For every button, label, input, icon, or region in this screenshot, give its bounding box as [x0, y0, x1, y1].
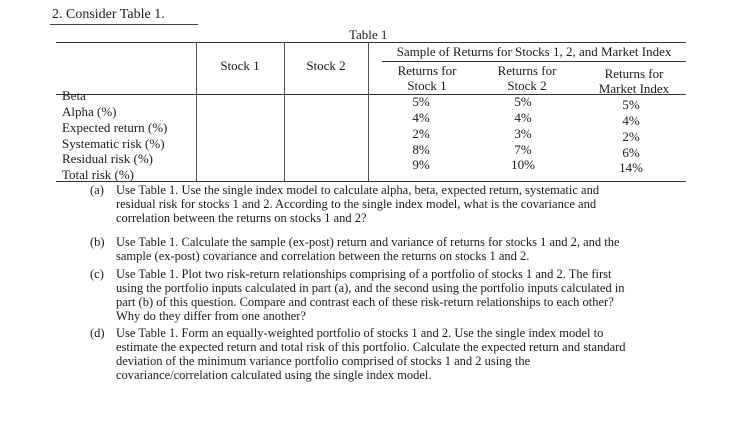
return-market-obs-3: 2% [622, 129, 640, 144]
return-stock-1-obs-1: 5% [412, 94, 430, 109]
part-d-line: estimate the expected return and total risk of this portfolio. Calculate the expected return and standard [116, 340, 626, 354]
subheader-returns-stock-2-line2: Stock 2 [507, 78, 547, 93]
return-stock-2-obs-4: 7% [514, 142, 532, 157]
part-d-line: covariance/correlation calculated using the single index model. [116, 368, 432, 382]
subheader-returns-market-line2: Market Index [598, 81, 670, 96]
part-c-line: Use Table 1. Plot two risk-return relationships comprising of a portfolio of stocks 1 and 2. The first [116, 267, 612, 281]
row-label-expected-return: Expected return (%) [62, 120, 168, 135]
title-underline [50, 24, 198, 25]
row-label-residual-risk: Residual risk (%) [62, 151, 153, 166]
part-a-line: Use Table 1. Use the single index model to calculate alpha, beta, expected return, systematic and [116, 183, 600, 197]
part-b-label: (b) [90, 235, 105, 249]
return-market-obs-1: 5% [622, 97, 640, 112]
return-market-obs-2: 4% [622, 113, 640, 128]
part-b-text [116, 235, 620, 263]
return-market-obs-5: 14% [619, 160, 643, 175]
return-stock-1-obs-4: 8% [412, 142, 430, 157]
table-top-rule [56, 42, 686, 43]
col-divider-3 [368, 42, 369, 181]
part-c-text [116, 267, 625, 323]
subheader-returns-stock-2 [482, 63, 572, 93]
sample-header-rule [382, 61, 686, 62]
header-stock-2: Stock 2 [306, 58, 346, 73]
subheader-returns-stock-1-line1: Returns for [397, 63, 457, 78]
part-d-line: deviation of the minimum variance portfolio comprised of stocks 1 and 2 using the [116, 354, 531, 368]
return-stock-2-obs-3: 3% [514, 126, 532, 141]
part-c-line: using the portfolio inputs calculated in part (a), and the second using the portfolio inputs calculated in [116, 281, 625, 295]
subheader-returns-stock-1 [382, 63, 472, 93]
part-c-label: (c) [90, 267, 104, 281]
subheader-returns-stock-1-line2: Stock 1 [407, 78, 447, 93]
part-d-text [116, 326, 626, 382]
row-label-beta: Beta [62, 88, 86, 103]
part-b-line: Use Table 1. Calculate the sample (ex-post) return and variance of returns for stocks 1 and 2, and the [116, 235, 620, 249]
col-divider-2 [284, 42, 285, 181]
row-label-systematic-risk: Systematic risk (%) [62, 136, 165, 151]
part-d-line: Use Table 1. Form an equally-weighted portfolio of stocks 1 and 2. Use the single index model to [116, 326, 604, 340]
part-d-label: (d) [90, 326, 105, 340]
return-stock-1-obs-5: 9% [412, 157, 430, 172]
part-a-line: residual risk for stocks 1 and 2. According to the single index model, what is the covariance and [116, 197, 597, 211]
subheader-returns-stock-2-line1: Returns for [497, 63, 557, 78]
part-a-line: correlation between the returns on stocks 1 and 2? [116, 211, 367, 225]
subheader-returns-market-index [584, 66, 684, 96]
part-c-line: Why do they differ from one another? [116, 309, 306, 323]
return-stock-2-obs-1: 5% [514, 94, 532, 109]
return-stock-1-obs-2: 4% [412, 110, 430, 125]
return-stock-2-obs-5: 10% [511, 157, 535, 172]
subheader-returns-market-line1: Returns for [604, 66, 664, 81]
return-market-obs-4: 6% [622, 145, 640, 160]
header-sample-returns: Sample of Returns for Stocks 1, 2, and Market Index [396, 44, 672, 59]
part-a-text [116, 183, 599, 225]
return-stock-2-obs-2: 4% [514, 110, 532, 125]
table-caption: Table 1 [349, 27, 388, 42]
part-b-line: sample (ex-post) covariance and correlation between the returns on stocks 1 and 2. [116, 249, 530, 263]
part-a-label: (a) [90, 183, 104, 197]
question-title: 2. Consider Table 1. [52, 7, 165, 22]
header-stock-1: Stock 1 [220, 58, 260, 73]
return-stock-1-obs-3: 2% [412, 126, 430, 141]
part-c-line: part (b) of this question. Compare and contrast each of these risk-return relationships to each other? [116, 295, 614, 309]
row-label-alpha: Alpha (%) [62, 104, 117, 119]
row-label-total-risk: Total risk (%) [62, 167, 135, 182]
table-bottom-rule [56, 181, 686, 182]
col-divider-1 [196, 42, 197, 181]
